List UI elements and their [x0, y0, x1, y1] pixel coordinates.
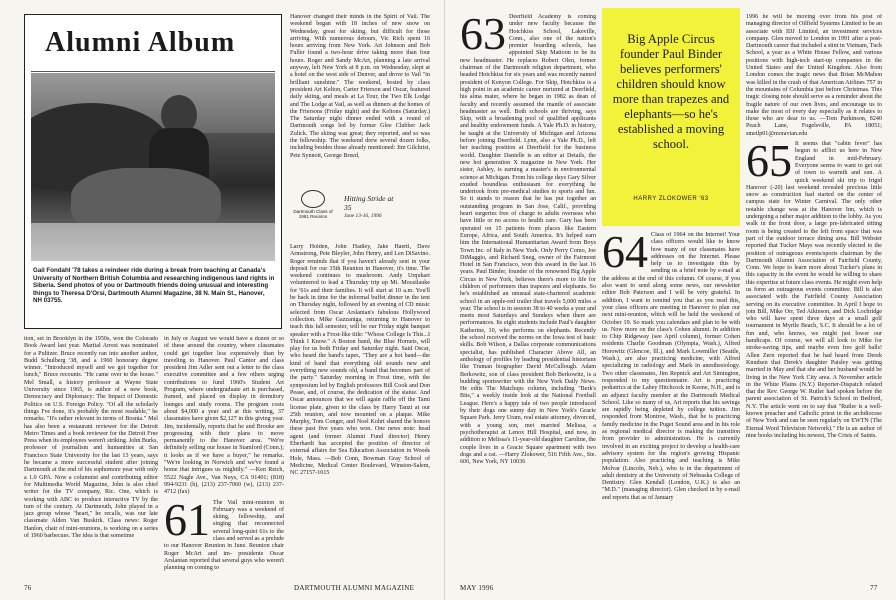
class-notes-col1 [24, 336, 158, 580]
class-1963-notes [460, 14, 596, 466]
hitting-stride-banner [344, 194, 400, 221]
class-1965-notes [746, 135, 882, 440]
right-page-number: 77 [870, 584, 878, 592]
reunion-emblem-icon [301, 190, 325, 208]
class-year-61: 61 [164, 493, 210, 545]
reunion-logo-text: Dartmouth Class of 1961 Reunion [293, 209, 333, 220]
class-1964-text: Class of 1964 on the Internet! Your class officers would like to know how many of our classmates have addresses on the Internet. Please help us to investigate this by sending us a brief note by e-mail at the address at the end of this column. Of course, if you also want to send along some news, our newsletter editor Bob Paterson and I will be very grateful. In addition, I want to remind you that as you read this, your class officers are meeting in Hanover to plan our next mini-reunion, which will be held the weekend of October 19. So mark you calendars and plan to be with us. Now more on the class's Cohen alumni. In addition to Chip Ridgeway (see April column), former Cohen residents Charlie Goodman (Olympia, Wash.), Alfred Horowitz (Glencoe, Ill.), and Mark Lowmiller (Seattle, Wash.), are also practicing medicine, with Alfred specializing in radiology and Mark in anesthesiology. Two other classmates, Jim Repnick and Art Simington, responded to my questionnaire. Art is practicing pediatrics at the Lahey Hitchcock in Keene, N.H., and is an adjunct faculty member at the Dartmouth Medical School. Like so many of us, Art reports that his savings are rapidly being depleted by college tuition. Jim responded from Montroe, Wash., that he is practicing family medicine in the Puget Sound area and in his role as regional medical director is making the transition from provider to administration. He is currently involved in an exciting project to develop a health-care advisory system for the region's growing Hispanic population. Also practicing and teaching is Mike Molvar (Lincoln, Neb.), who is in the department of adult dentistry at the University of Nebraska College of Dentistry. Glen Kendall (London, U.K.) is also an "M.D." (managing director). Glen checked in by e-mail and reports that as of January [602, 232, 740, 501]
class-notes-col3-right [746, 14, 882, 580]
class-notes-col2-right [602, 232, 740, 580]
class-1961-notes-start [164, 493, 284, 573]
hitting-stride-title: Hitting Stride at 35 [344, 194, 394, 212]
photo-caption: Gail Fondahl '78 takes a reindeer ride during a break from teaching at Canada's University of Northern British Columbia and researching indigenous land rights in Siberia. Send photos of you or Dartmouth friends doing unusual and interesting things to Theresa D'Orsi, Dartmouth Alumni Magazine, 38 N. Main St., Hanover, NH 03755. [33, 267, 275, 305]
class-1964-notes-end: 1996 he will be moving over from his post of managing director of Oilfield Systems Limited to be an associate with IDJ Limited, an investment services company. Glen moved to London in 1991 after a post-Dartmouth career that included a stint in Vietnam, Tuck School, a year as a White House Fellow, and various positions with high-tech start-up companies in the United States and the United Kingdom. Also from London comes the tragic news that Brian McMahon was killed in the crash of that American Airlines 757 in the mountains of Columbia just before Christmas. This tragic closing note should serve as a reminder about the fragile nature of our own lives, and encourage us to make the most of every day especially as it relates to those who are dear to us. —Tom Parkinson, 8240 Peach Lane, Fogelsville, PA 18051; smetlp01@moravian.edu [746, 14, 882, 137]
class-1960-notes-end: in July or August we would have a dozen or so of these around the country, where classmates could get together less expensively than by traveling to Hanover. Paul Cantor and class president Jim Adler sent out a letter to the class executive committee and a few others urging contributions to fund 1960's Student Art Program, where undergraduate art is purchased, framed, and placed on display in dormitory lounges and study rooms. The program costs about $4,000 a year and at this writing, 37 classmates have given $2,127 in this giving year. Jim, incidentally, reports that he and Brooke are progressing with their plans to move permanently to the Hanover area. "We're definitely selling our house in Stamford (Conn.); it looks as if we have a buyer," he remarks. "We're looking in Norwich and we've found a home that intrigues us mightily." —Ken Reich, 5522 Nagle Ave., Van Nuys, CA 91401; (818) 994-9231 (h), (213) 237-7060 (w), (213) 237-4712 (fax) [164, 336, 284, 496]
class-year-65: 65 [746, 135, 792, 187]
alumni-album-title: Alumni Album [45, 27, 236, 58]
alumni-album-box [24, 14, 282, 329]
class-1961-reunion-notes: Larry Holden, John Hadley, Jake Haertl, Dave Armstrong, Pete Bleyler, John Henry, and Len DiSavino. Roger reminds that if you haven't already sent in your deposit for our 35th Reunion in Hanover, it's time. The weekend continues to mushroom. Andy Urquhart volunteered to lead a Thursday trip up Mt. Moosilauke for '61s and their families. It will start at 10 a.m. You'll be back in time for the informal buffet dinner in the tent on Thursday night, followed by an evening of CD music selected from Oscar Arslanian's fabulous Hollywood collection. Mike Gazzaniga, returning to Hanover to teach this fall semester, will be our Friday night banquet speaker with a Frost-like title: "Whose College Is This...I Think I Know." A Boston band, the Blue Hornets, will play for us both Friday and Saturday night. Said Oscar, who heard the band's tapes, "They are a hot band—the kind of band that everything old sounds new and everything new sounds old, a band that becomes part of the party." Saturday morning in Frost time, with the symposium led by English professors Bill Cook and Don Pease, and, of course, the dedication of the statue. And Oscar announces that we will again raffle off the Tami license plate, given to the class by Harry Tanzi at our 25th reunion, and now mounted on a plaque. Mike Murphy, Tom Conger, and Noel Kohrt shared the honors these past five years who won. One news note: head agent (and former Alumni Fund director) Henry Eberhardt has accepted the position of director of external affairs for Sea Education Association in Woods Hole, Mass. —Bob Conn, Bowman Gray School of Medicine, Medical Center Boulevard, Winston-Salem, NC 27157-1015 [290, 244, 430, 477]
class-notes-col3-lower [290, 244, 430, 580]
class-1963-text: Deerfield Academy is coming under new faculty because the Hotchkiss School, Lakeville, Conn., also one of the nation's premier boarding schools, has appointed Skip Mattoon to be its new headmaster. He replaces Robert Olen, former chairman of the Dartmouth religion department, who headed Hotchkiss for six years and was recently named president of Kenyon College. For Skip, Hotchkiss is a high point in an academic career nurtured at Deerfield, his alma mater, where he began in 1982 as dean of faculty and recently assumed the mantle of associate headmaster as well. Both schools are thriving, says Skip, with a broadening pool of qualified applicants and healthy endowment funds. A Yale Ph.D. in history, he taught at the University of Michigan and Arizona before joining Deerfield. Lynn, also a Yale Ph.D., left her teaching position at Deerfield for the business world. Daughter Danielle is an editor at Details, the new hot generation X magazine in New York. Her sister, Ashley, is earning a master's in environmental science at Michigan. From his college days Gary Silver exuded boundless enthusiasm for everything he undertook from pre-medical studies to sports and fun. So it stands to reason that he has put together an outstanding program in San Jose, Calif., providing heart surgeries free of charge to adults overseas who have little or no access to health care. Gary has been operated on 15 patients from places like Eastern Europe, Africa, and South America. It's helped earn him the International Humanitarian Award from Boys Town Inc. of Italy in New York. Only Perry Como, Joe DiMaggio, and Richard Sneg, owner of the Fairmont Hotel in San Francisco, won this award in the last 16 years. Paul Binder, founder of the renowned Big Apple Circus in New York, believes there's more to life for children of performers than trapezes and elephants. So he's established an unusual state-chartered academic school in an apple-red trailer that travels 5,000 miles a year. The school is in session 38 to 40 weeks a year and meets most Saturdays and Sundays when there are performances. Its eight students include Paul's daughter Katherine, 10, who performs on elephants. Recently the school received the norms on the Iowa test of basic skills. Bob Wilson, a Dallas corporate communications specialist, has published Character Above All, an anthology of profiles by leading presidential historians like Truman biographer David McCullough. Adam Berkowitz, son of class president Bob Berkowitz, is a budding sportswriter with the New York Daily News. He edits The Matchups column, including "Berk's Bits," a weekly inside look at the National Football League. Here's a happy tale of two people introduced by their dogs one sunny day in New York's Gracie Square Park. Jerry Uram, real estate attorney, divorced, with a young son, met married Melissa, a psychotherapist at Lenox Hill Hospital, and now, in addition to Melissa's 11-year-old daughter Caroline, the couple lives in a Gracie Square apartment with two dogs and a cat. —Harry Zlokower, 516 Fifth Ave., Ste. 606, New York, NY 10036 [460, 14, 596, 466]
class-year-63: 63 [460, 14, 506, 59]
reunion-logo [290, 190, 336, 234]
album-divider [31, 71, 275, 72]
right-running-date: MAY 1996 [460, 584, 494, 592]
pull-quote-callout [602, 8, 740, 226]
class-1960-notes-continued: tion, set in Brooklyn in the 1950s, won the Colorado Book Award last year. Marital Arrest was nominated for a Pulitzer. Bruce recently ran into another author, Budd Schulberg '38, and a 1960 honorary degree winner. "Introduced myself and we got together for lunch," Bruce recounts. "He came over to the house." Mel Small, a history professor at Wayne State University since 1965, is author of a new book, Democracy and Diplomacy: The Impact of Domestic Politics on U.S. Foreign Policy. "Of all the scholarly things I've done, it's probably the most readable," he remarks. "It's rather relevant in terms of Bosnia." Mel has also been a restaurant reviewer for the Detroit Metro Times and a book reviewer for the Detroit Free Press when its employees weren't striking. John Burks, professor of journalism and humanities at San Francisco State University for the last 13 years, says he became a more successful student after joining Dartmouth at the end of his sophomore year with only a 1.0 GPA. Now a columnist and contributing editor for Multimedia World Magazine, John is also chief writer for the TV company, Ric. One, which is working with ABC to produce interactive TV by the turn of the century. At Dartmouth, John played in a jazz group whose "heart," he recalls, was our late classmate Alden Van Buskirk. Class news: Roger Hanlon, chair of mini-reunions, is working on a series of 1960 barbecues. The idea is that sometime [24, 336, 158, 540]
class-notes-col3 [290, 14, 430, 186]
pull-quote-attribution: HARRY ZLOKOWER '63 [633, 196, 709, 202]
class-1964-notes [602, 232, 740, 502]
class-notes-col1-right [460, 14, 596, 580]
class-1965-text: It seems that "cabin fever" has begun to afflict us here in New England in mid-February. Everyone seems to want to get out of town to warmth and sun. A quick weekend ski trip to frigid Hanover (-20) last weekend revealed precious little snow as construction had started on the center of campus state for Winter Carnival. The only other notable change was at the Hanover Inn, which is undergoing a rather major addition to the lobby. As you walk in the front door, a large pre-fabricated sitting room is being created to the left from space that was part of the outdoor terrace dining area. Bill Webster reported that Tucker Mays was recently elected to the position of outrageous events/sports chairman by the Dartmouth Alumni Association of Fairfield County, Conn. We hope to learn more about Tucker's plans in this capacity in the event he would be willing to share this expertise at future class events. He might even help us form an outrageous events committee. Bill is also associated with the Fairfield County Association serving on its executive committee. In April I hope to join Bill, Mike Orr, Ted Atkinson, and Dick Lochridge who will have spent three days at a small golf tournament in Myrtle Beach, S.C. It should be a lot of fun and, who knows, we might just lower our handicaps. Of course, we will all look to Mike for stroke-saving tips, and maybe even free golf balls! Allen Zern reported that he had heard from Derek Knudsen that Derek's daughter Paisley was getting married in May and that she and her husband would be living in the New York City area. A November article in the White Plains (N.Y.) Reporter-Dispatch related that the Rev. George W. Rutler had spoken before the parent association of St. Patrick's School in Bedford, N.Y. The article went on to say that "Rutler is a well-known preacher and Catholic priest in the archdiocese of New York and can be seen regularly on EWTN (The Eternal Word Television Network)." He is an author of nine books including his newest, The Crisis of Saints. [746, 141, 882, 439]
class-year-64: 64 [602, 232, 648, 277]
photo-snow [31, 223, 275, 261]
reindeer-ride-photo [31, 73, 275, 261]
right-page [448, 0, 896, 600]
left-page-number: 76 [24, 584, 32, 592]
pull-quote-text: Big Apple Circus founder Paul Binder believes performers' children should know more than trapezes and elephants—so he's established a moving school. [612, 32, 730, 151]
class-1961-vail-notes: Hanover changed their minds in the Spirit of Vail. The weekend began with 18 inches of new snow on Wednesday, great for skiing, but difficult for those arriving. With numerous detours, Vic Rich spent 16 hours arriving from New York. Art Johnson and Bob Fuller found a two-hour drive taking more than four hours. Roger and Sandy McArt, planning a late arrival anyway, left New York at 8 p.m. on Wednesday, slept at a hotel on the west side of Denver, and drove to Vail "in brilliant sunshine." The weekend, hosted by class president Art Kelton, Carter Frierson and Oscar, featured daily skiing, and meals at La Tour, the Two Elk Lodge and The Lodge at Vail, as well as dinners at the homes of the Friersons (Friday night) and the Keltons (Saturday.) The Saturday night dinner ended with a round of Dartmouth songs led by former Glee Clubber Jack Zulick. The skiing was great; they reported, and so was the fellowship. The weekend drew several dozen folks, including besides those already mentioned: Jim Gilchrist, Pete Synnott, George Breed, [290, 14, 430, 159]
class-1961-intro: The Vail mini-reunion in February was a weekend of skiing, fellowship, and singing that reconnected several long-quiet 61s to the class and served as a prelude to our Hanover Reunion in June. Reunion chair Roger McArt and im- presidente Oscar Arslanian reported that several guys who weren't planning on coming to [164, 499, 284, 572]
left-running-footer: DARTMOUTH ALUMNI MAGAZINE [294, 584, 415, 592]
left-page [0, 0, 445, 600]
reunion-dates: June 13-16, 1996 [344, 213, 382, 219]
class-notes-col2 [164, 336, 284, 580]
